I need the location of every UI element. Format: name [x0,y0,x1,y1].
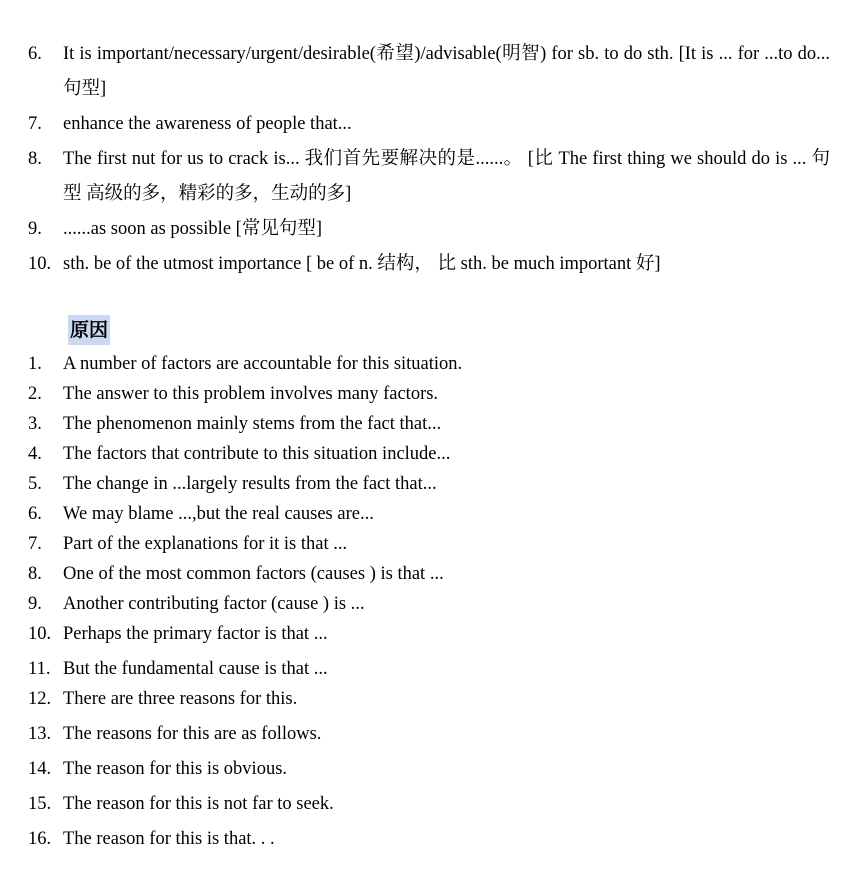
list-item-text: But the fundamental cause is that ... [63,659,328,679]
list-item-text: A number of factors are accountable for this situation. [63,354,463,374]
list-item-number: 9. [28,219,42,239]
list-item-number: 13. [28,724,52,744]
list-item-text: There are three reasons for this. [63,689,298,709]
list-item-text: Another contributing factor (cause ) is ... [63,594,365,614]
list-item-text: The answer to this problem involves many factors. [63,384,439,404]
list-item-text: We may blame ...,but the real causes are... [63,504,374,524]
list-item-number: 4. [28,444,42,464]
list-item-text: The first nut for us to crack is... 我们首先要解决的是......。 [比 The first thing we should do is ... 句型 高级的多，精彩的多，生动的多] [63,149,830,204]
list-item-number: 15. [28,794,52,814]
list-item-text: The reason for this is not far to seek. [63,794,334,814]
list-item-number: 12. [28,689,52,709]
list-item-number: 1. [28,354,42,374]
list-item-number: 14. [28,759,52,779]
list-item-number: 3. [28,414,42,434]
list-item-number: 10. [28,254,52,274]
list-item-number: 2. [28,384,42,404]
list-item-text: enhance the awareness of people that... [63,114,352,134]
list-item-number: 9. [28,594,42,614]
list-item-number: 7. [28,534,42,554]
list-item-text: The reasons for this are as follows. [63,724,322,744]
section-heading: 原因 [68,315,110,345]
list-item-number: 11. [28,659,51,679]
list-item-text: The phenomenon mainly stems from the fact that... [63,414,442,434]
list-item-text: The change in ...largely results from the fact that... [63,474,437,494]
list-item-text: It is important/necessary/urgent/desirable(希望)/advisable(明智) for sb. to do sth. [It is ... for ...to do...句型] [63,44,830,99]
list-item-text: Perhaps the primary factor is that ... [63,624,328,644]
list-item-number: 7. [28,114,42,134]
list-item-text: The reason for this is obvious. [63,759,288,779]
list-item-text: sth. be of the utmost importance [ be of n. 结构， 比 sth. be much important 好] [63,254,661,274]
list-item-text: The factors that contribute to this situation include... [63,444,451,464]
list-item-number: 8. [28,564,42,584]
list-item-number: 16. [28,829,52,849]
list-item-number: 6. [28,504,42,524]
list-item-text: The reason for this is that. . . [63,829,275,849]
list-item-text: Part of the explanations for it is that ... [63,534,348,554]
list-item-number: 5. [28,474,42,494]
list-item-number: 10. [28,624,52,644]
list-item-number: 8. [28,149,42,169]
list-item-number: 6. [28,44,42,64]
list-item-text: One of the most common factors (causes ) is that ... [63,564,444,584]
list-item-text: ......as soon as possible [常见句型] [63,219,322,239]
